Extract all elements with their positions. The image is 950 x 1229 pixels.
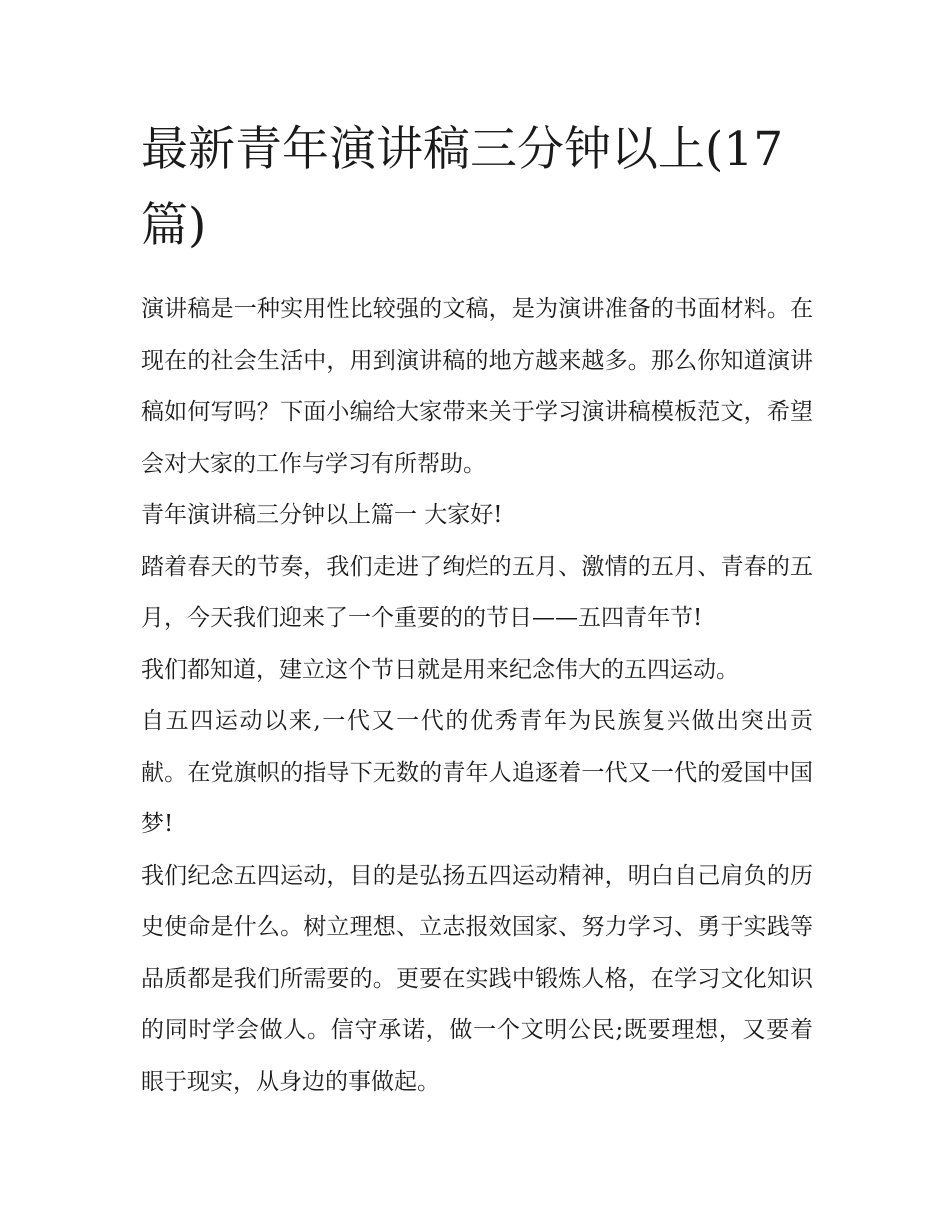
paragraph-spring: 踏着春天的节奏，我们走进了绚烂的五月、激情的五月、青春的五月，今天我们迎来了一个重要的的节日——五四青年节! [141,553,813,631]
document-page [141,112,813,1108]
paragraph-commemoration: 我们纪念五四运动，目的是弘扬五四运动精神，明白自己肩负的历史使命是什么。树立理想、立志报效国家、努力学习、勇于实践等品质都是我们所需要的。更要在实践中锻炼人格，在学习文化知识的同时学会做人。信守承诺，做一个文明公民;既要理想，又要着眼于现实，从身边的事做起。 [141,862,813,1095]
paragraph-intro: 演讲稿是一种实用性比较强的文稿，是为演讲准备的书面材料。在现在的社会生活中，用到演讲稿的地方越来越多。那么你知道演讲稿如何写吗？下面小编给大家带来关于学习演讲稿模板范文，希望会对大家的工作与学习有所帮助。 [141,296,813,477]
paragraph-section-heading: 青年演讲稿三分钟以上篇一 大家好! [141,502,503,528]
paragraph-may-fourth: 自五四运动以来,一代又一代的优秀青年为民族复兴做出突出贡献。在党旗帜的指导下无数的青年人追逐着一代又一代的爱国中国梦! [141,708,813,837]
paragraph-festival: 我们都知道，建立这个节日就是用来纪念伟大的五四运动。 [141,656,739,683]
document-title: 最新青年演讲稿三分钟以上(17篇) [141,122,784,253]
